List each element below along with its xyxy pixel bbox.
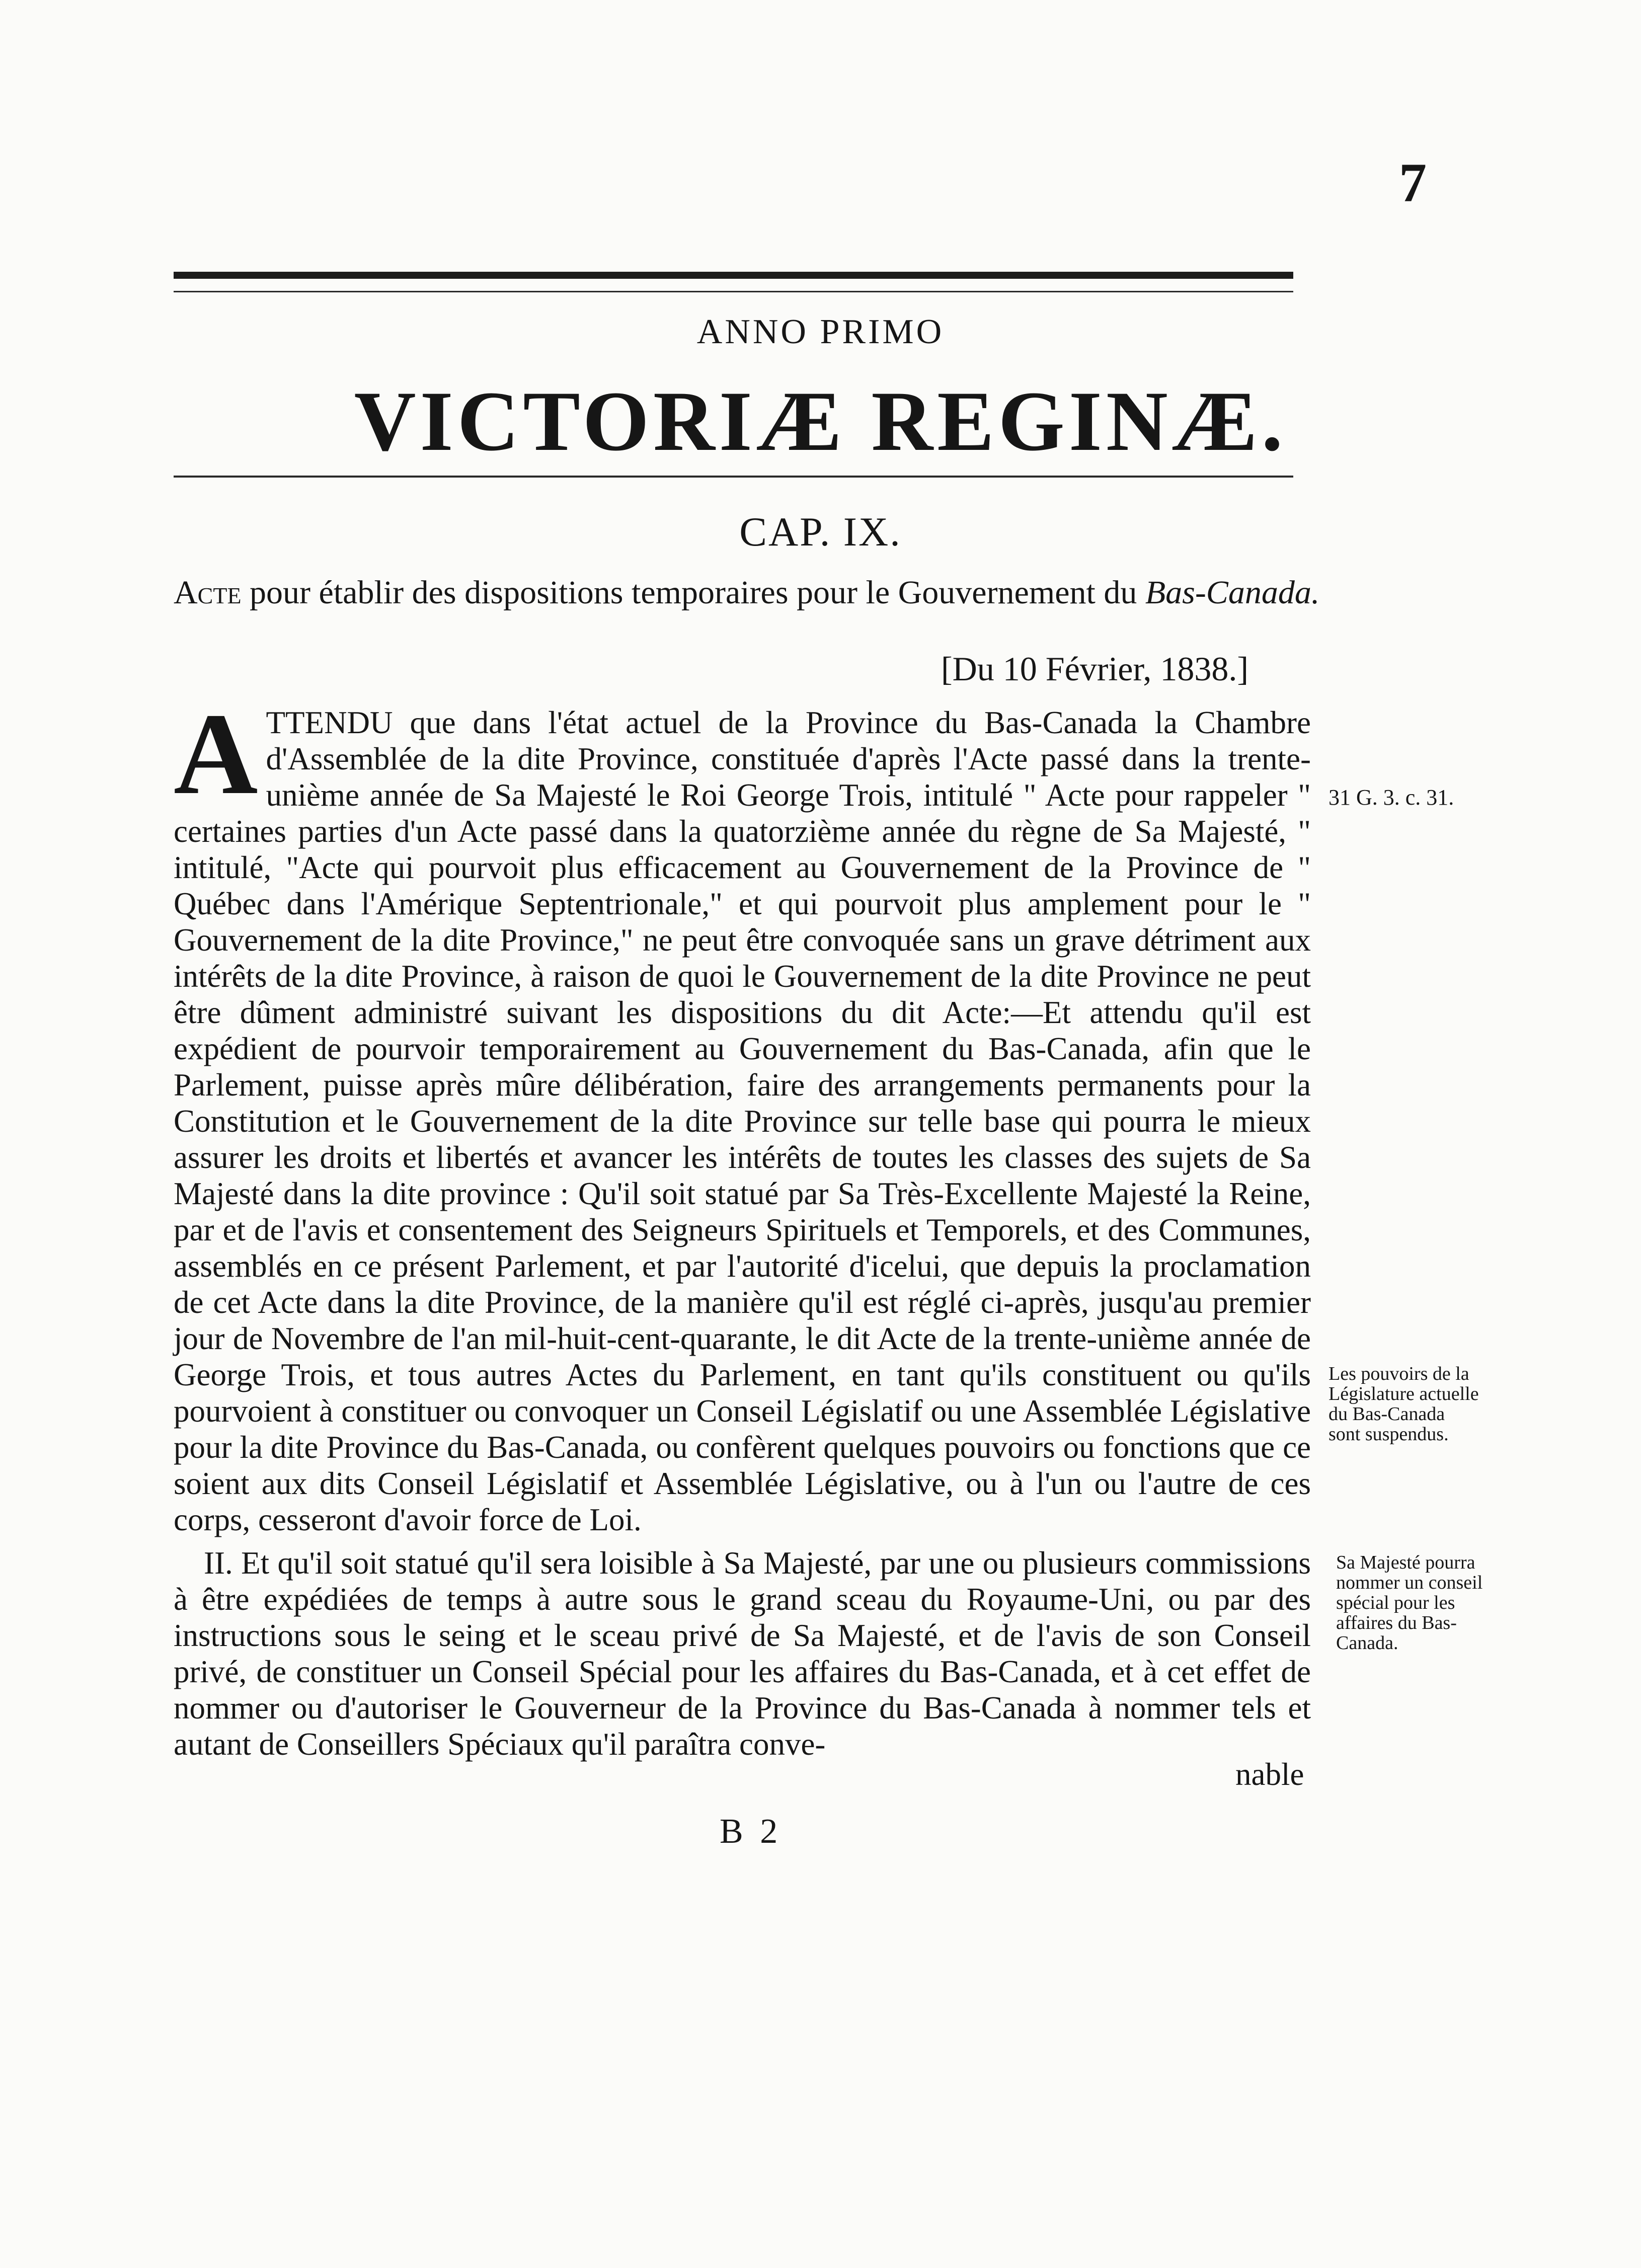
marginal-note-powers-suspended: Les pouvoirs de la Législature actuelle du Bas-Canada sont suspendus. (1329, 1363, 1479, 1445)
act-date: [Du 10 Février, 1838.] (941, 650, 1249, 688)
act-title (174, 574, 1331, 612)
act-title-place: Bas-Canada. (1145, 574, 1320, 611)
marginal-note-special-council: Sa Majesté pourra nommer un conseil spécial pour les affaires du Bas-Canada. (1336, 1552, 1483, 1654)
header-rule-thick (174, 272, 1293, 279)
section-1-text: TTENDU que dans l'état actuel de la Province du Bas-Canada la Chambre d'Assemblée de la dite Province, constituée d'après l'Acte passé dans la trente-unième année de Sa Majesté le Roi George Trois, intitulé " Acte pour rappeler " certaines parties d'un Acte passé dans la quatorzième année du règne de Sa Majesté, " intitulé, "Acte qui pourvoit plus efficacement au Gouvernement de la Province de " Québec dans l'Amérique Septentrionale," et qui pourvoit plus amplement pour le " Gouvernement de la dite Province," ne peut être convoquée sans un grave détriment aux intérêts de la dite Province, à raison de quoi le Gouvernement de la dite Province ne peut être dûment administré suivant les dispositions du dit Acte:—Et attendu qu'il est expédient de pourvoir temporairement au Gouvernement du Bas-Canada, afin que le Parlement, puisse après mûre délibération, faire des arrangements permanents pour la Constitution et le Gouvernement de la dite Province sur telle base qui pourra le mieux assurer les droits et libertés et avancer les intérêts de toutes les classes des sujets de Sa Majesté dans la dite province : Qu'il soit statué par Sa Très-Excellente Majesté la Reine, par et de l'avis et consentement des Seigneurs Spirituels et Temporels, et des Communes, assemblés en ce présent Parlement, et par l'autorité d'icelui, que depuis la proclamation de cet Acte dans la dite Province, de la manière qu'il est réglé ci-après, jusqu'au premier jour de Novembre de l'an mil-huit-cent-quarante, le dit Acte de la trente-unième année de George Trois, et tous autres Actes du Parlement, en tant qu'ils constituent ou qu'ils pourvoient à constituer ou convoquer un Conseil Législatif ou une Assemblée Législative pour la dite Province du Bas-Canada, ou confèrent quelques pouvoirs ou fonctions que ce soient aux dits Conseil Législatif et Assemblée Législative, ou à l'un ou l'autre de ces corps, cesseront d'avoir force de Loi. (174, 705, 1311, 1537)
section-1 (174, 689, 1311, 1538)
act-title-lead: Acte (174, 574, 242, 611)
page-number: 7 (1399, 152, 1427, 213)
marginal-note-reference: 31 G. 3. c. 31. (1329, 785, 1454, 810)
reign-heading: VICTORIÆ REGINÆ. (354, 374, 1287, 468)
chapter-heading: CAP. IX. (739, 509, 902, 555)
drop-cap: A (174, 689, 258, 819)
heading-rule (174, 476, 1293, 478)
anno-heading: ANNO PRIMO (696, 312, 945, 351)
catchword: nable (1235, 1757, 1304, 1792)
act-title-text: pour établir des dispositions temporaires pour le Gouvernement du (241, 574, 1145, 611)
section-2: II. Et qu'il soit statué qu'il sera loisible à Sa Majesté, par une ou plusieurs commissions à être expédiées de temps à autre sous le grand sceau du Royaume-Uni, ou par des instructions sous le seing et le sceau privé de Sa Majesté, et de l'avis de son Conseil privé, de constituer un Conseil Spécial pour les affaires du Bas-Canada, et à cet effet de nommer ou d'autoriser le Gouverneur de la Province du Bas-Canada à nommer tels et autant de Conseillers Spéciaux qu'il paraîtra conve- (174, 1545, 1311, 1762)
printer-signature: B 2 (720, 1812, 782, 1851)
header-rule-thin (174, 291, 1293, 292)
